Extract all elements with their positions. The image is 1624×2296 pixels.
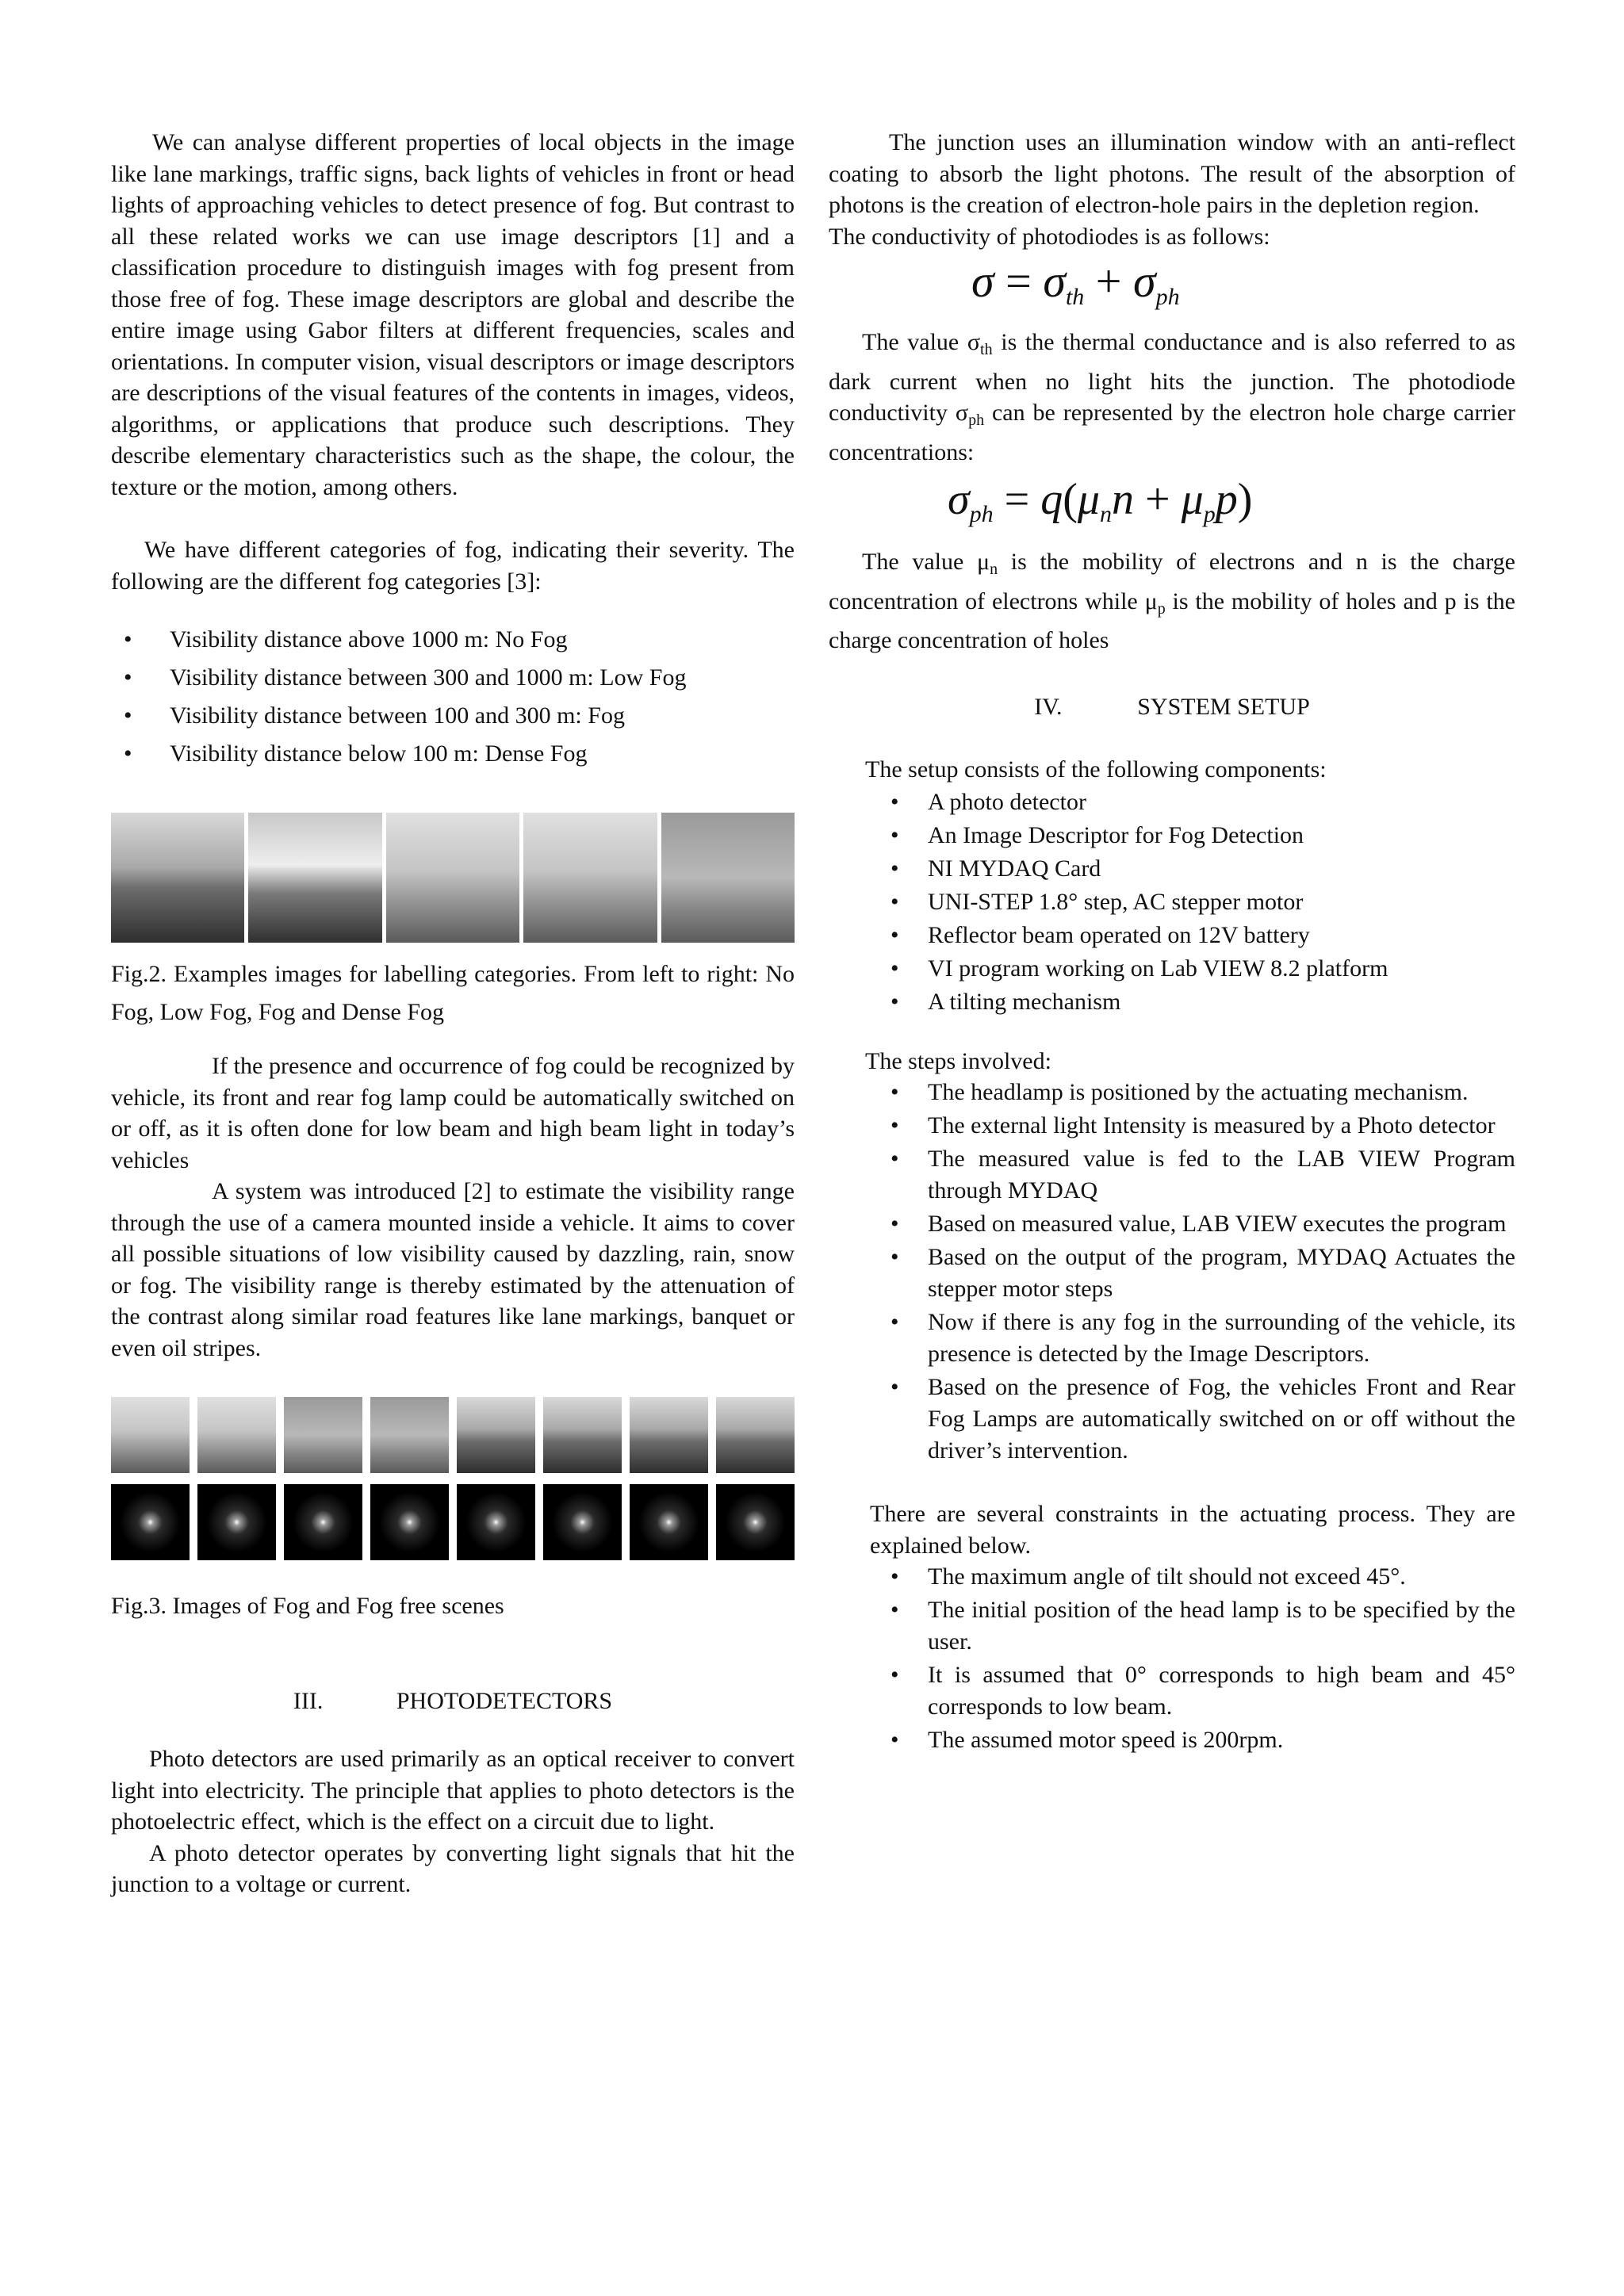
section-3-heading xyxy=(111,1686,795,1717)
steps-list xyxy=(928,1077,1515,1467)
fog-example-image xyxy=(111,813,244,943)
spectrum-image xyxy=(543,1484,622,1560)
list-item: • A photo detector xyxy=(928,786,1515,819)
fog-example-image xyxy=(386,813,519,943)
paragraph-conductivity-intro: The conductivity of photodiodes is as follows: xyxy=(829,223,1270,250)
component-list xyxy=(928,786,1515,1019)
steps-intro: The steps involved: xyxy=(865,1047,1051,1074)
list-item: • Based on the presence of Fog, the vehicles Front and Rear Fog Lamps are automatically switched on or off without the driver’s intervention. xyxy=(928,1372,1515,1467)
left-column xyxy=(111,127,795,1900)
figure-2-images xyxy=(111,813,795,943)
fog-example-image xyxy=(248,813,381,943)
spectrum-image xyxy=(630,1484,708,1560)
list-item: • Based on the output of the program, MYDAQ Actuates the stepper motor steps xyxy=(928,1242,1515,1305)
spectrum-image xyxy=(457,1484,535,1560)
figure-2-caption: Fig.2. Examples images for labelling categories. From left to right: No Fog, Low Fog, Fog and Dense Fog xyxy=(111,961,795,1025)
figure-3-images xyxy=(111,1397,795,1560)
spectrum-image xyxy=(197,1484,276,1560)
list-item: • An Image Descriptor for Fog Detection xyxy=(928,819,1515,852)
constraints-intro: There are several constraints in the actuating process. They are explained below. xyxy=(870,1501,1515,1559)
list-item: • NI MYDAQ Card xyxy=(928,852,1515,886)
list-item: • A tilting mechanism xyxy=(928,985,1515,1019)
list-item: • The external light Intensity is measured by a Photo detector xyxy=(928,1110,1515,1142)
section-title: PHOTODETECTORS xyxy=(396,1687,613,1714)
paragraph-image-analysis: We can analyse different properties of local objects in the image like lane markings, traffic signs, back lights of vehicles in front or head lights of approaching vehicles to detect presence of fog. But contrast to all these related works we can use image descriptors [1] and a classification procedure to distinguish images with fog present from those free of fog. These image descriptors are global and describe the entire image using Gabor filters at different frequencies, scales and orientations. In computer vision, visual descriptors or image descriptors are descriptions of the visual features of the contents in images, videos, algorithms, or applications that produce such descriptions. They describe elementary characteristics such as the shape, the colour, the texture or the motion, among others. xyxy=(111,129,795,500)
section-title: SYSTEM SETUP xyxy=(1137,693,1310,720)
scene-image xyxy=(630,1397,708,1473)
section-4-heading xyxy=(829,691,1515,723)
list-item: • Visibility distance below 100 m: Dense Fog xyxy=(170,735,795,773)
fog-category-list xyxy=(170,621,795,773)
spectrum-image xyxy=(716,1484,795,1560)
scene-image xyxy=(716,1397,795,1473)
list-item: • The maximum angle of tilt should not exceed 45°. xyxy=(928,1561,1515,1593)
list-item: • UNI-STEP 1.8° step, AC stepper motor xyxy=(928,886,1515,919)
scene-image xyxy=(370,1397,449,1473)
fog-example-image xyxy=(523,813,657,943)
scene-image xyxy=(284,1397,362,1473)
right-column xyxy=(829,127,1515,1758)
fog-example-image xyxy=(661,813,795,943)
list-item: • Visibility distance above 1000 m: No Fog xyxy=(170,621,795,659)
list-item: • Visibility distance between 100 and 300 m: Fog xyxy=(170,697,795,735)
paragraph-mobility: The value $\mu_n$ is the mobility of electrons and n is the charge concentration of electrons while $\mu_p$ is the mobility of holes and p is the charge concentration of holes xyxy=(829,549,1515,653)
paragraph-photodetector-operation: A photo detector operates by converting light signals that hit the junction to a voltage or current. xyxy=(111,1839,795,1897)
paragraph-photodetectors: Photo detectors are used primarily as an optical receiver to convert light into electricity. The principle that applies to photo detectors is the photoelectric effect, which is the effect on a circuit due to light. xyxy=(111,1746,795,1835)
paragraph-fog-categories-intro: We have different categories of fog, indicating their severity. The following are the different fog categories [3]: xyxy=(111,537,795,595)
list-item: • The initial position of the head lamp is to be specified by the user. xyxy=(928,1594,1515,1658)
list-item: • Based on measured value, LAB VIEW executes the program xyxy=(928,1208,1515,1240)
list-item: • Now if there is any fog in the surrounding of the vehicle, its presence is detected by the Image Descriptors. xyxy=(928,1307,1515,1370)
paragraph-visibility-system: A system was introduced [2] to estimate the visibility range through the use of a camera mounted inside a vehicle. It aims to cover all possible situations of low visibility caused by dazzling, rain, snow or fog. The visibility range is thereby estimated by the attenuation of the contrast along similar road features like lane markings, banquet or even oil stripes. xyxy=(111,1178,795,1361)
scene-image xyxy=(457,1397,535,1473)
list-item: • It is assumed that 0° corresponds to high beam and 45° corresponds to low beam. xyxy=(928,1659,1515,1723)
list-item: • The headlamp is positioned by the actuating mechanism. xyxy=(928,1077,1515,1108)
list-item: • The measured value is fed to the LAB VIEW Program through MYDAQ xyxy=(928,1143,1515,1207)
section-number: IV. xyxy=(1034,693,1063,720)
spectrum-image xyxy=(370,1484,449,1560)
paragraph-fog-lamp: If the presence and occurrence of fog could be recognized by vehicle, its front and rear fog lamp could be automatically switched on or off, as it is often done for low beam and high beam light in today’s vehicles xyxy=(111,1053,795,1173)
scene-image xyxy=(197,1397,276,1473)
paragraph-thermal-conductance: The value $\sigma_{th}$ is the thermal conductance and is also referred to as dark current when no light hits the junction. The photodiode conductivity $\sigma_{ph}$ can be represented by the electron hole charge carrier concentrations: xyxy=(829,329,1515,465)
scene-image xyxy=(111,1397,190,1473)
paragraph-junction: The junction uses an illumination window with an anti-reflect coating to absorb the light photons. The result of the absorption of photons is the creation of electron-hole pairs in the depletion region. xyxy=(829,129,1515,218)
list-item: • VI program working on Lab VIEW 8.2 platform xyxy=(928,952,1515,985)
constraints-list xyxy=(928,1561,1515,1756)
spectrum-image xyxy=(111,1484,190,1560)
equation-conductivity: $\sigma = \sigma_{th} + \sigma_{ph}$ xyxy=(971,255,1180,310)
section-number: III. xyxy=(293,1687,324,1714)
setup-intro: The setup consists of the following components: xyxy=(865,756,1327,783)
list-item: • Reflector beam operated on 12V battery xyxy=(928,919,1515,952)
list-item: • Visibility distance between 300 and 1000 m: Low Fog xyxy=(170,659,795,697)
figure-3-caption: Fig.3. Images of Fog and Fog free scenes xyxy=(111,1593,504,1619)
list-item: • The assumed motor speed is 200rpm. xyxy=(928,1724,1515,1756)
equation-photodiode-conductivity: $\sigma_{ph} = q(\mu_nn + \mu_pp)$ xyxy=(948,475,1253,527)
spectrum-image xyxy=(284,1484,362,1560)
scene-image xyxy=(543,1397,622,1473)
